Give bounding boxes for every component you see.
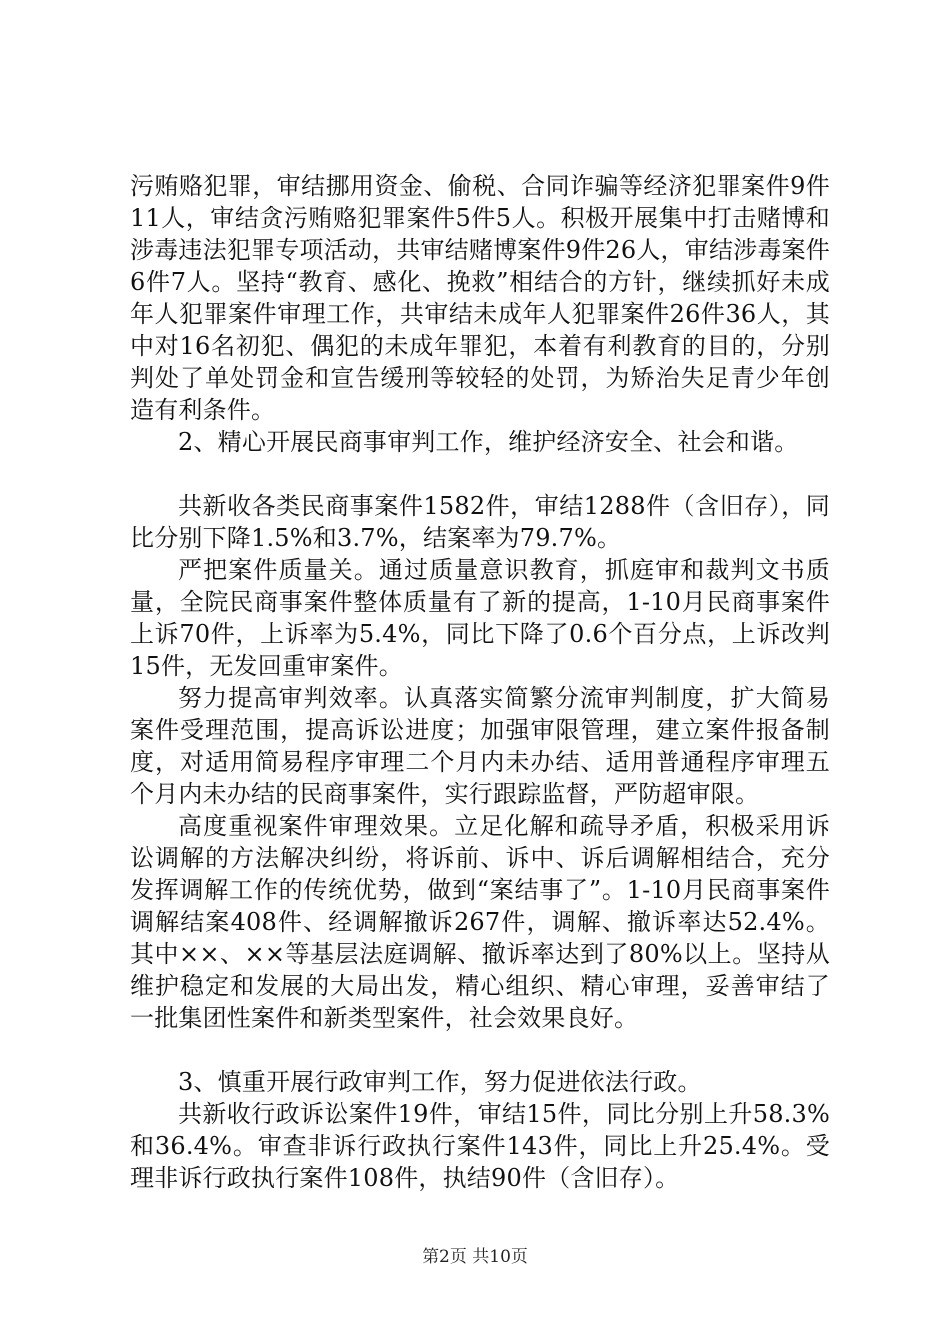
blank-line <box>130 458 830 490</box>
paragraph-criminal-cases: 污贿赂犯罪，审结挪用资金、偷税、合同诈骗等经济犯罪案件9件11人，审结贪污贿赂犯罪案件5件5人。积极开展集中打击赌博和涉毒违法犯罪专项活动，共审结赌博案件9件26人，审结涉毒案件6件7人。坚持“教育、感化、挽救”相结合的方针，继续抓好未成年人犯罪案件审理工作，共审结未成年人犯罪案件26件36人，其中对16名初犯、偶犯的未成年罪犯，本着有利教育的目的，分别判处了单处罚金和宣告缓刑等较轻的处罚，为矫治失足青少年创造有利条件。 <box>130 172 830 424</box>
document-body <box>130 170 830 1194</box>
paragraph-case-quality: 严把案件质量关。通过质量意识教育，抓庭审和裁判文书质量，全院民商事案件整体质量有了新的提高，1-10月民商事案件上诉70件，上诉率为5.4%，同比下降了0.6个百分点，上诉改判15件，无发回重审案件。 <box>130 556 830 680</box>
paragraph-administrative-totals: 共新收行政诉讼案件19件，审结15件，同比分别上升58.3%和36.4%。审查非诉行政执行案件143件，同比上升25.4%。受理非诉行政执行案件108件，执结90件（含旧存）。 <box>130 1100 830 1192</box>
paragraph-civil-totals: 共新收各类民商事案件1582件，审结1288件（含旧存），同比分别下降1.5%和3.7%，结案率为79.7%。 <box>130 492 830 552</box>
blank-line <box>130 1034 830 1066</box>
page-number-footer: 第2页 共10页 <box>422 1247 528 1267</box>
section-heading-civil-commercial: 2、精心开展民商事审判工作，维护经济安全、社会和谐。 <box>178 428 799 456</box>
paragraph-trial-efficiency: 努力提高审判效率。认真落实简繁分流审判制度，扩大简易案件受理范围，提高诉讼进度；加强审限管理，建立案件报备制度，对适用简易程序审理二个月内未办结、适用普通程序审理五个月内未办结的民商事案件，实行跟踪监督，严防超审限。 <box>130 684 830 808</box>
paragraph-trial-effect: 高度重视案件审理效果。立足化解和疏导矛盾，积极采用诉讼调解的方法解决纠纷，将诉前、诉中、诉后调解相结合，充分发挥调解工作的传统优势，做到“案结事了”。1-10月民商事案件调解结案408件、经调解撤诉267件，调解、撤诉率达52.4%。其中××、××等基层法庭调解、撤诉率达到了80%以上。坚持从维护稳定和发展的大局出发，精心组织、精心审理，妥善审结了一批集团性案件和新类型案件，社会效果良好。 <box>130 812 830 1032</box>
section-heading-administrative: 3、慎重开展行政审判工作，努力促进依法行政。 <box>178 1068 702 1096</box>
